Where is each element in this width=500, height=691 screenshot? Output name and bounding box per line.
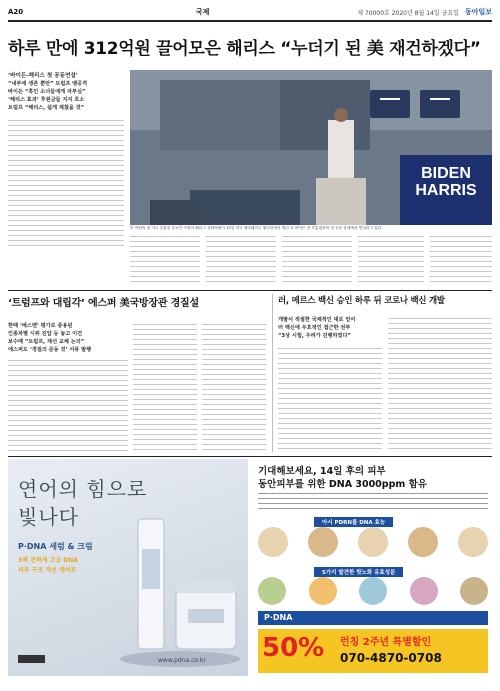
ad-section-1: 아시 PDRN를 DNA 효능 — [314, 517, 393, 527]
page-number: A20 — [8, 8, 24, 16]
top-body-col-5 — [430, 234, 492, 286]
mid-right-headline: 러, 메르스 백신 승인 하루 뒤 코로나 백신 개발 — [278, 295, 445, 305]
ad-efficacy-icons — [258, 527, 488, 559]
ad-ingredient-icons — [258, 577, 488, 605]
ingredient-icon-1 — [258, 577, 286, 605]
top-subhead-5: 트럼프 “해리스, 쉽게 제쳤을 것” — [8, 105, 85, 111]
ad-right-title-2: 동안피부를 위한 DNA 3000ppm 함유 — [258, 479, 427, 490]
efficacy-icon-5 — [458, 527, 488, 557]
section-label: 국제 — [195, 8, 210, 16]
newspaper-brand: 동아일보 — [464, 7, 492, 16]
ad-promo-text: 런칭 2주년 특별할인 — [340, 637, 432, 648]
ad-slogan-2: 빛나다 — [18, 505, 79, 529]
news-photo-graphic — [130, 70, 492, 225]
mid-right-col-1 — [278, 346, 382, 452]
ingredient-icon-2 — [309, 577, 337, 605]
ingredient-icon-3 — [359, 577, 387, 605]
mid-left-col-3 — [202, 322, 266, 452]
top-headline: 하루 만에 312억원 끌어모은 해리스 “누더기 된 美 재건하겠다” — [8, 39, 481, 59]
sign-harris: HARRIS — [415, 182, 477, 199]
top-body-col-1 — [130, 234, 200, 286]
header-rule — [8, 20, 492, 22]
mid-left-subhead-1: 한때 ‘예스맨’ 평가로 중용된 — [8, 323, 73, 329]
ad-right-body — [258, 491, 488, 513]
ad-phone: 070-4870-0708 — [340, 651, 442, 665]
sign-biden: BIDEN — [421, 165, 471, 182]
section-rule — [8, 290, 492, 291]
efficacy-icon-3 — [358, 527, 388, 557]
issue-meta: 제 70000호 2020년 8월 14일 금요일 — [357, 9, 459, 17]
ingredient-icon-5 — [460, 577, 488, 605]
mid-left-col-2 — [133, 322, 197, 452]
top-subhead-3: 바이든 “흑인 소녀들에게 자부심” — [8, 89, 86, 95]
news-photo — [130, 70, 492, 225]
ad-brand-bar: P·DNA — [258, 611, 488, 625]
efficacy-icon-1 — [258, 527, 288, 557]
top-body-col-4 — [358, 234, 424, 286]
top-body-col-2 — [206, 234, 276, 286]
mid-left-subhead-3: 보수매 “트럼프, 재선 교체 논의” — [8, 339, 85, 345]
mid-right-subhead-2: 러 백신에 우호적인 접근한 전부 — [278, 325, 351, 331]
top-body-col-3 — [282, 234, 352, 286]
top-subheads — [8, 72, 124, 112]
mid-left-col-1 — [8, 358, 128, 452]
photo-caption: 미 하원의 첫 미국 부통령 후보인 카멀라 해리스 상원의원이 12일 미국 델라웨어주 윌밍턴에서 열린 조 바이든 전 부통령과의 첫 공동 유세에서 연설하고 있다. — [130, 226, 383, 230]
ad-section-2: 5가지 발견한 핫노화 유효성분 — [314, 567, 403, 577]
newspaper-header — [8, 6, 492, 18]
ad-left-footer — [18, 655, 45, 663]
ad-slogan-1: 연어의 힘으로 — [18, 477, 148, 501]
mid-right-subhead-3: “3상 시험, 우려가 진행하였다” — [278, 333, 351, 339]
ad-brand-desc-2: 피부 구조 개선 케어로 — [18, 567, 77, 574]
ad-brand-left: P·DNA 세럼 & 크림 — [18, 542, 93, 551]
top-subhead-1: ‘바이든-해리스 첫 공동연설’ — [8, 73, 78, 79]
ingredient-icon-4 — [410, 577, 438, 605]
ad-brand-desc: 3배 진하게 고급 DNA — [18, 557, 78, 564]
ad-right-title-1: 기대해보세요, 14일 후의 피부 — [258, 466, 386, 477]
mid-left-subhead-2: 인종차별 시위 진압 등 놓고 이견 — [8, 331, 83, 337]
ad-product-bottles — [118, 509, 243, 669]
column-divider — [272, 294, 273, 452]
ad-promo-box — [258, 629, 488, 673]
mid-right-col-2 — [388, 316, 492, 452]
mid-right-subhead-1: 개발서 적절한 국제적인 대로 얻어 — [278, 317, 356, 323]
mid-left-subheads — [8, 322, 128, 354]
ad-discount: 50% — [262, 633, 325, 663]
top-body-text-left — [8, 118, 124, 248]
efficacy-icon-2 — [308, 527, 338, 557]
efficacy-icon-4 — [408, 527, 438, 557]
ad-left-panel — [8, 459, 248, 676]
mid-left-headline: ‘트럼프와 대립각’ 에스퍼 美국방장관 경질설 — [8, 298, 199, 309]
top-subhead-2: “내부에 생존 뿐만” 트럼프 맹공격 — [8, 81, 88, 87]
mid-right-subheads — [278, 316, 378, 340]
ad-website: www.pdna.co.kr — [158, 657, 206, 664]
mid-left-subhead-4: 에스퍼도 ‘경질의 준동 것’ 서류 발행 — [8, 347, 92, 353]
top-subhead-4: ‘해리스 효과’ 후원금들 지지 호소 — [8, 97, 85, 103]
advertisement — [8, 456, 492, 677]
ad-right-panel — [254, 459, 492, 676]
